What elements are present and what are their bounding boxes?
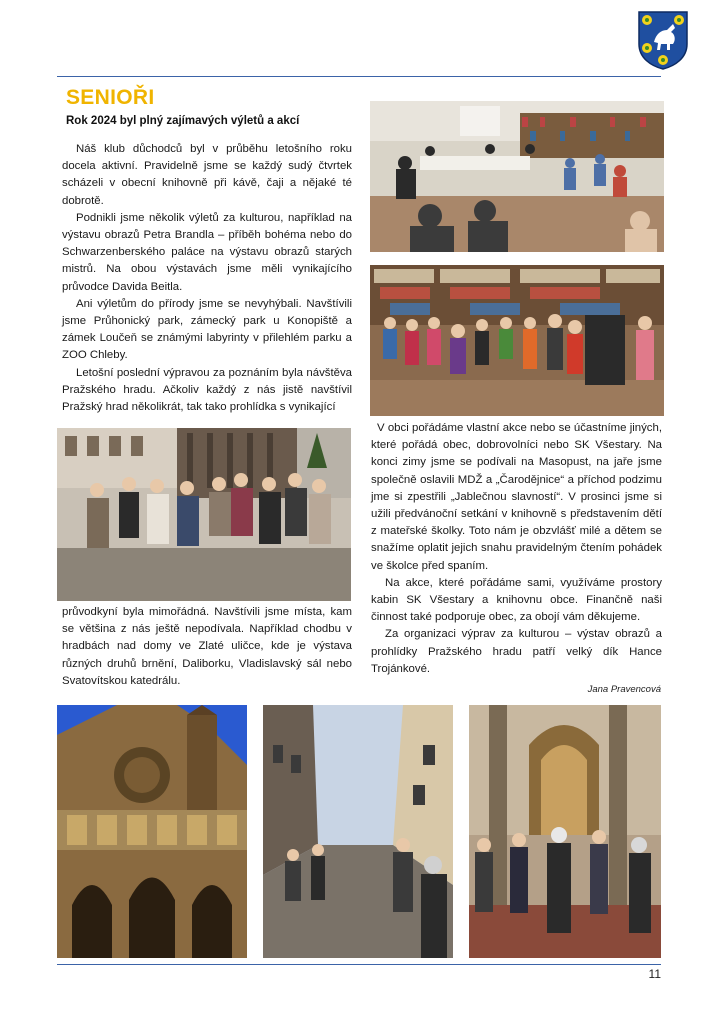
article-subtitle: Rok 2024 byl plný zajímavých výletů a akcí — [66, 115, 300, 127]
paragraph: Ani výletům do přírody jsme se nevyhýbali. Navštívili jsme Průhonický park, zámecký park u Konopiště a zámek Loučeň se známými labyrinty v přilehlém parku a ZOO Chleby. — [62, 297, 352, 362]
paragraph: průvodkyní byla mimořádná. Navštívili jsme místa, kam se většina z nás ještě nepodívala. Například chodbu v hradbách nad domy ve Zlaté uličce, kde je výstava různých druhů brnění, Daliborku, Vladislavský sál nebo Svatovítskou katedrálu. — [62, 606, 352, 687]
left-column-top — [62, 141, 352, 416]
paragraph: Náš klub důchodců byl v průběhu letošního roku docela aktivní. Pravidelně jsme se každý sudý čtvrtek scházeli v obecní knihovně při kávě, čaji a nějaké té dobrotě. — [62, 143, 352, 207]
photo-children-performance — [370, 265, 664, 416]
paragraph: V obci pořádáme vlastní akce nebo se účastníme jiných, které pořádá obec, dobrovolníci nebo SK Všestary. Na konci zimy jsme se podívali na Masopust, na jaře jsme společně oslavili MDŽ a „Čarodějnice“ a příchod podzimu jme si zpestřili „Jablečnou slavností“. V prosinci jsme si užili předvánoční setkání v knihovně s představením dětí z mateřské školky. Toto nám je obzvlášť milé a dětem se snažíme oplatit jejich snahu pravidelným čtením pohádek ve školce před spaním. — [371, 422, 662, 572]
author-signature: Jana Pravencová — [587, 684, 661, 695]
photo-golden-lane-street — [263, 705, 453, 958]
photo-library-gathering — [370, 101, 664, 252]
right-column — [371, 420, 662, 678]
top-rule — [57, 76, 661, 77]
photo-cathedral-interior — [469, 705, 661, 958]
paragraph: Za organizaci výprav za kulturou – výstav obrazů a prohlídky Pražského hradu patří velký dík Hance Trojánkové. — [371, 628, 662, 675]
photo-st-vitus-cathedral — [57, 705, 247, 958]
bottom-rule — [57, 964, 661, 965]
paragraph: Podnikli jsme několik výletů za kulturou, například na výstavu obrazů Petra Brandla – příběh bohéma nebo do Schwarzenberského paláce na výstavu obrazů starých mistrů. Na obou výstavách jsme měli vynikajícího průvodce Davida Beitla. — [62, 211, 352, 293]
section-title: SENIOŘI — [66, 86, 155, 109]
paragraph: Letošní poslední výpravou za poznáním byla návštěva Pražského hradu. Ačkoliv každý z nás jistě navštívil Pražský hrad několikrát, tak tako prohlídka s vynikající — [62, 366, 352, 414]
photo-group-prague-castle — [57, 428, 351, 601]
left-column-bottom — [62, 604, 352, 690]
page-number: 11 — [648, 967, 661, 981]
municipal-crest — [637, 10, 689, 70]
crest-icon — [637, 10, 689, 70]
paragraph: Na akce, které pořádáme sami, využíváme prostory kabin SK Všestary a knihovnu obce. Finančně naši činnost také podporuje obec, za obojí vám děkujeme. — [371, 576, 662, 624]
